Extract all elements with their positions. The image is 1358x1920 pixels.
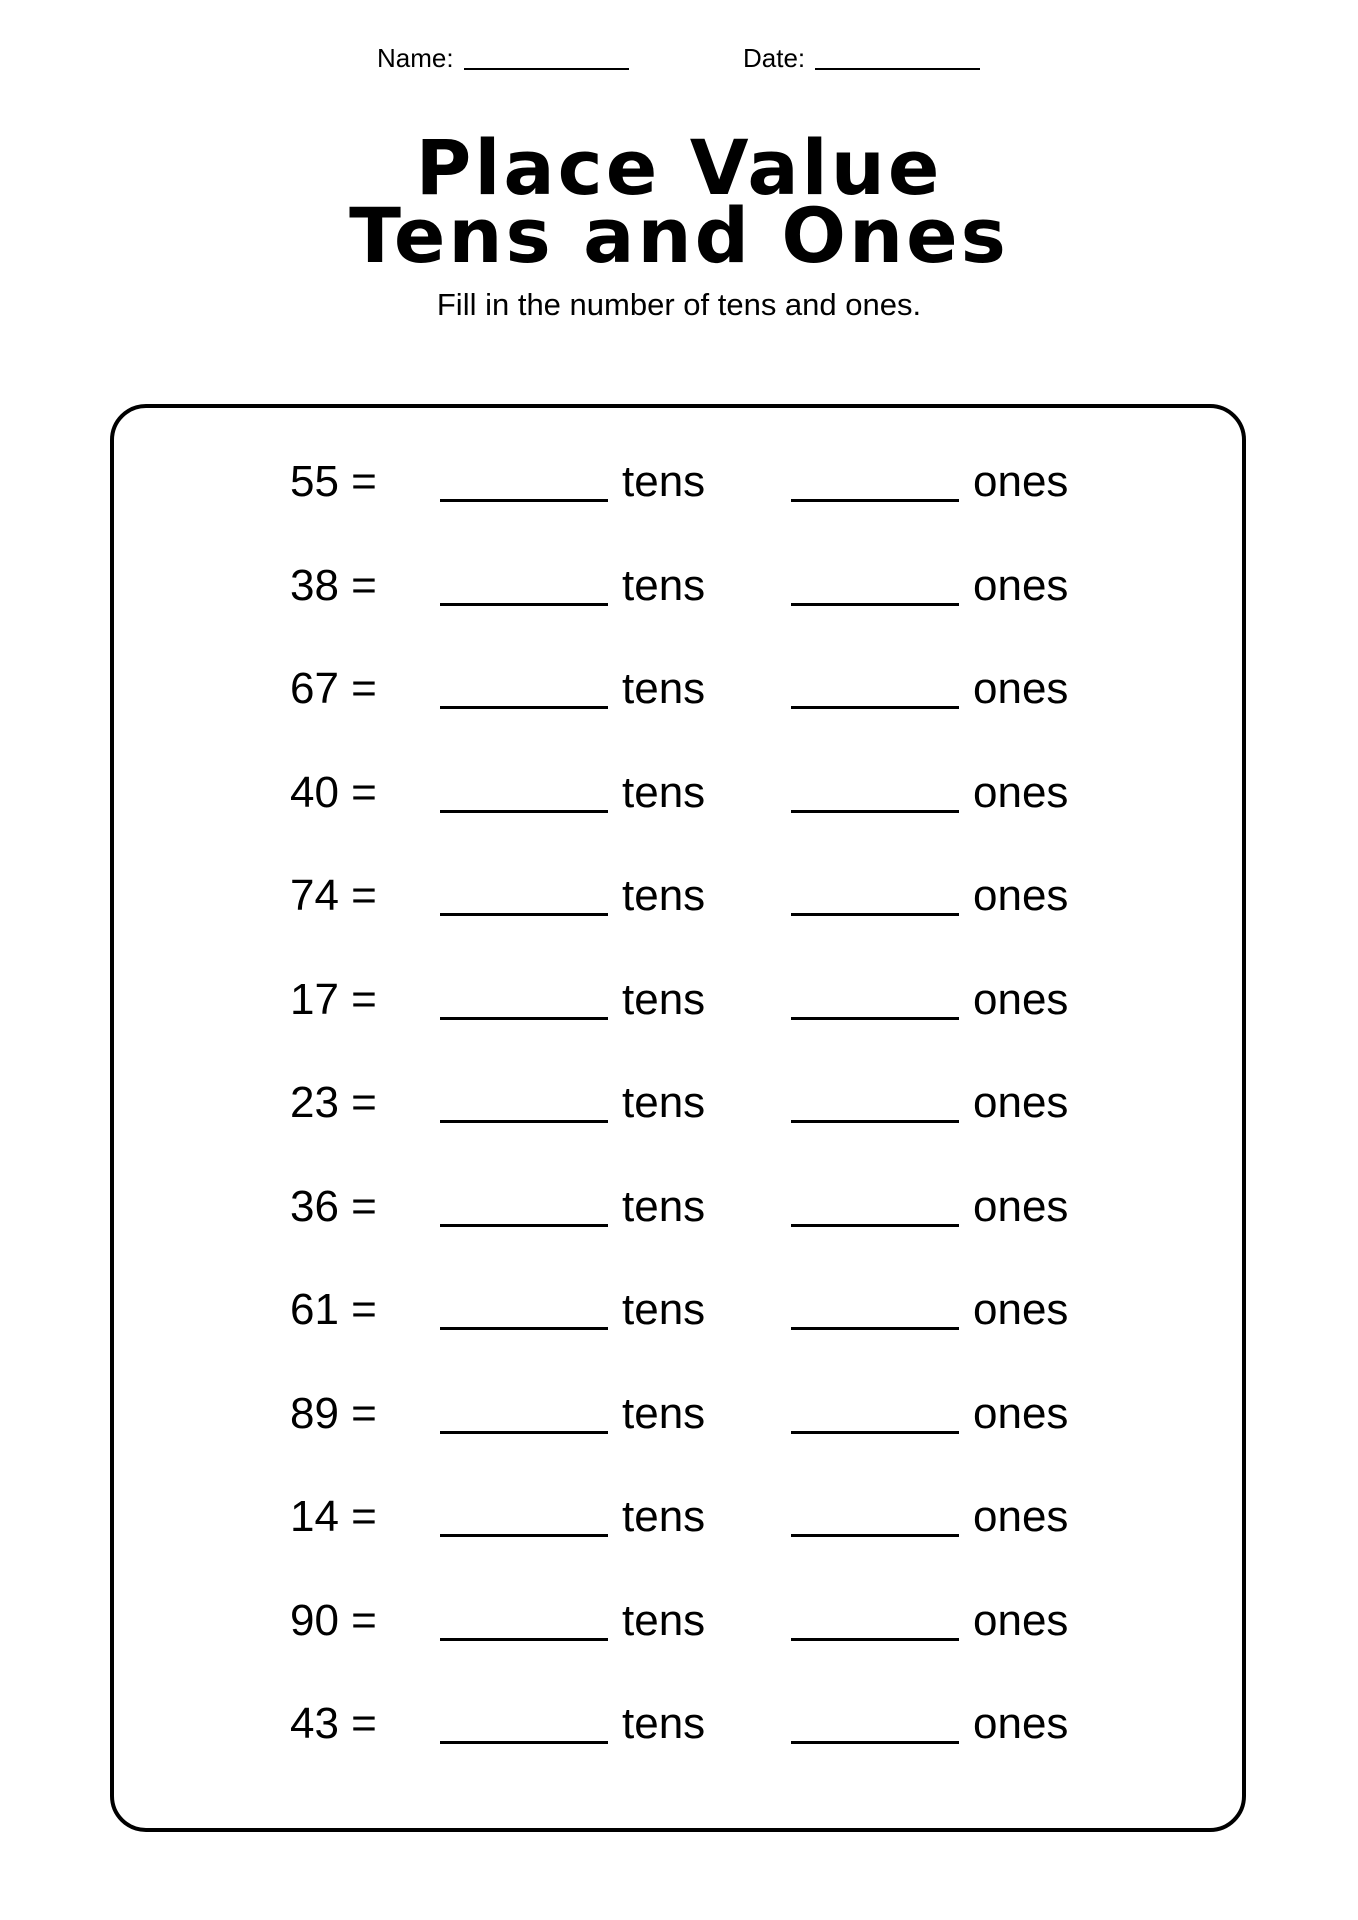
instructions: Fill in the number of tens and ones. (436, 287, 922, 322)
problem-number: 55 = (290, 457, 377, 506)
problem-number: 90 = (290, 1596, 377, 1645)
tens-label: tens (622, 457, 706, 506)
tens-answer-blank[interactable] (440, 1224, 608, 1227)
ones-label: ones (973, 1285, 1069, 1334)
tens-label: tens (622, 975, 706, 1024)
problem-row (0, 1073, 1358, 1133)
tens-answer-blank[interactable] (440, 913, 608, 916)
problem-number: 14 = (290, 1492, 377, 1541)
problem-number: 17 = (290, 975, 377, 1024)
tens-label: tens (622, 664, 706, 713)
problem-number: 74 = (290, 871, 377, 920)
ones-answer-blank[interactable] (791, 499, 959, 502)
problem-row (0, 763, 1358, 823)
ones-label: ones (973, 871, 1069, 920)
ones-label: ones (973, 1182, 1069, 1231)
ones-answer-blank[interactable] (791, 913, 959, 916)
date-label: Date: (743, 43, 806, 73)
problem-row (0, 1177, 1358, 1237)
ones-label: ones (973, 975, 1069, 1024)
problem-number: 23 = (290, 1078, 377, 1127)
tens-label: tens (622, 871, 706, 920)
ones-label: ones (973, 457, 1069, 506)
problem-row (0, 1280, 1358, 1340)
problem-row (0, 556, 1358, 616)
ones-answer-blank[interactable] (791, 1017, 959, 1020)
tens-answer-blank[interactable] (440, 1431, 608, 1434)
problem-number: 67 = (290, 664, 377, 713)
problem-number: 61 = (290, 1285, 377, 1334)
ones-label: ones (973, 664, 1069, 713)
tens-answer-blank[interactable] (440, 706, 608, 709)
tens-answer-blank[interactable] (440, 1741, 608, 1744)
problem-number: 40 = (290, 768, 377, 817)
tens-label: tens (622, 561, 706, 610)
worksheet-header (0, 38, 1358, 78)
problem-row (0, 1591, 1358, 1651)
problem-number: 43 = (290, 1699, 377, 1748)
tens-answer-blank[interactable] (440, 1120, 608, 1123)
tens-answer-blank[interactable] (440, 1638, 608, 1641)
tens-label: tens (622, 1182, 706, 1231)
ones-label: ones (973, 1699, 1069, 1748)
problem-row (0, 970, 1358, 1030)
problem-number: 89 = (290, 1389, 377, 1438)
name-field (377, 38, 629, 78)
ones-answer-blank[interactable] (791, 810, 959, 813)
problem-row (0, 452, 1358, 512)
tens-label: tens (622, 1596, 706, 1645)
ones-answer-blank[interactable] (791, 1431, 959, 1434)
ones-label: ones (973, 1389, 1069, 1438)
ones-answer-blank[interactable] (791, 1327, 959, 1330)
problem-row (0, 866, 1358, 926)
ones-answer-blank[interactable] (791, 603, 959, 606)
tens-label: tens (622, 1699, 706, 1748)
problem-row (0, 1694, 1358, 1754)
tens-label: tens (622, 1078, 706, 1127)
ones-answer-blank[interactable] (791, 1741, 959, 1744)
tens-label: tens (622, 1285, 706, 1334)
tens-answer-blank[interactable] (440, 1017, 608, 1020)
tens-answer-blank[interactable] (440, 499, 608, 502)
ones-answer-blank[interactable] (791, 1638, 959, 1641)
name-label: Name: (377, 43, 454, 73)
ones-answer-blank[interactable] (791, 1120, 959, 1123)
date-field (743, 38, 980, 78)
ones-label: ones (973, 768, 1069, 817)
ones-label: ones (973, 1492, 1069, 1541)
page-title-line-2: Tens and Ones (349, 191, 1009, 280)
name-blank[interactable] (464, 67, 629, 70)
page-title-line-1: Place Value (415, 123, 943, 212)
ones-label: ones (973, 1078, 1069, 1127)
tens-label: tens (622, 768, 706, 817)
date-blank[interactable] (815, 67, 980, 70)
tens-label: tens (622, 1389, 706, 1438)
ones-label: ones (973, 561, 1069, 610)
tens-answer-blank[interactable] (440, 1327, 608, 1330)
tens-answer-blank[interactable] (440, 810, 608, 813)
ones-label: ones (973, 1596, 1069, 1645)
tens-answer-blank[interactable] (440, 603, 608, 606)
problem-number: 38 = (290, 561, 377, 610)
problem-row (0, 659, 1358, 719)
problem-row (0, 1487, 1358, 1547)
problem-number: 36 = (290, 1182, 377, 1231)
ones-answer-blank[interactable] (791, 706, 959, 709)
tens-answer-blank[interactable] (440, 1534, 608, 1537)
ones-answer-blank[interactable] (791, 1224, 959, 1227)
problem-row (0, 1384, 1358, 1444)
tens-label: tens (622, 1492, 706, 1541)
ones-answer-blank[interactable] (791, 1534, 959, 1537)
